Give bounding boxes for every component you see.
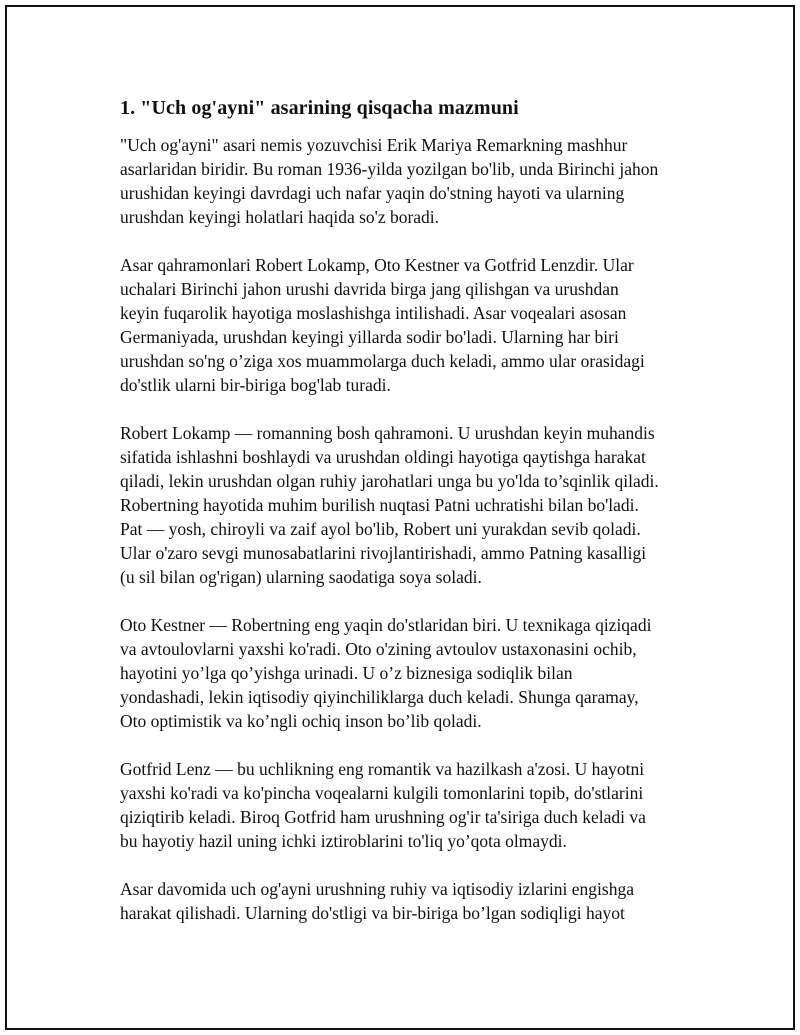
section-heading: 1. "Uch og'ayni" asarining qisqacha mazmuni <box>120 97 519 119</box>
paragraph-characters <box>120 253 710 397</box>
text-line: urushdan keyingi holatlari haqida so'z boradi. <box>120 207 440 227</box>
text-line: hayotini yo’lga qo’yishga urinadi. U o’z biznesiga sodiqlik bilan <box>120 663 573 683</box>
page-frame <box>5 5 795 1030</box>
text-line: asarlaridan biridir. Bu roman 1936-yilda yozilgan bo'lib, unda Birinchi jahon <box>120 159 659 179</box>
text-line: "Uch og'ayni" asari nemis yozuvchisi Erik Mariya Remarkning mashhur <box>120 135 628 155</box>
paragraph-gotfrid <box>120 757 710 853</box>
paragraph-oto <box>120 613 710 733</box>
text-line: yaxshi ko'radi va ko'pincha voqealarni kulgili tomonlarini topib, do'stlarini <box>120 783 644 803</box>
text-line: do'stlik ularni bir-biriga bog'lab turadi. <box>120 375 391 395</box>
text-line: Oto optimistik va ko’ngli ochiq inson bo’lib qoladi. <box>120 711 482 731</box>
text-line: urushidan keyingi davrdagi uch nafar yaqin do'stning hayoti va ularning <box>120 183 625 203</box>
text-line: qiziqtirib keladi. Biroq Gotfrid ham urushning og'ir ta'siriga duch keladi va <box>120 807 646 827</box>
text-line: harakat qilishadi. Ularning do'stligi va bir-biriga bo’lgan sodiqligi hayot <box>120 903 625 923</box>
text-line: Asar davomida uch og'ayni urushning ruhiy va iqtisodiy izlarini engishga <box>120 879 634 899</box>
text-line: uchalari Birinchi jahon urushi davrida birga jang qilishgan va urushdan <box>120 279 619 299</box>
text-line: Germaniyada, urushdan keyingi yillarda sodir bo'ladi. Ularning har biri <box>120 327 619 347</box>
text-line: Pat — yosh, chiroyli va zaif ayol bo'lib, Robert uni yurakdan sevib qoladi. <box>120 519 641 539</box>
text-line: Asar qahramonlari Robert Lokamp, Oto Kestner va Gotfrid Lenzdir. Ular <box>120 255 634 275</box>
text-line: Ular o'zaro sevgi munosabatlarini rivojlantirishadi, ammo Patning kasalligi <box>120 543 647 563</box>
text-line: qiladi, lekin urushdan olgan ruhiy jarohatlari unga bu yo'lda to’sqinlik qiladi. <box>120 471 659 491</box>
paragraph-robert <box>120 421 710 589</box>
paragraph-intro <box>120 133 710 229</box>
paragraph-conclusion <box>120 877 710 925</box>
text-line: bu hayotiy hazil uning ichki iztiroblarini to'liq yo’qota olmaydi. <box>120 831 567 851</box>
text-line: Robert Lokamp — romanning bosh qahramoni. U urushdan keyin muhandis <box>120 423 655 443</box>
text-line: sifatida ishlashni boshlaydi va urushdan oldingi hayotiga qaytishga harakat <box>120 447 646 467</box>
document-body <box>120 95 710 949</box>
text-line: urushdan so'ng o’ziga xos muammolarga duch keladi, ammo ular orasidagi <box>120 351 645 371</box>
text-line: Gotfrid Lenz — bu uchlikning eng romantik va hazilkash a'zosi. U hayotni <box>120 759 645 779</box>
text-line: Oto Kestner — Robertning eng yaqin do'stlaridan biri. U texnikaga qiziqadi <box>120 615 652 635</box>
text-line: va avtoulovlarni yaxshi ko'radi. Oto o'zining avtoulov ustaxonasini ochib, <box>120 639 637 659</box>
text-line: keyin fuqarolik hayotiga moslashishga intilishadi. Asar voqealari asosan <box>120 303 627 323</box>
text-line: yondashadi, lekin iqtisodiy qiyinchiliklarga duch keladi. Shunga qaramay, <box>120 687 639 707</box>
text-line: Robertning hayotida muhim burilish nuqtasi Patni uchratishi bilan bo'ladi. <box>120 495 639 515</box>
text-line: (u sil bilan og'rigan) ularning saodatiga soya soladi. <box>120 567 482 587</box>
